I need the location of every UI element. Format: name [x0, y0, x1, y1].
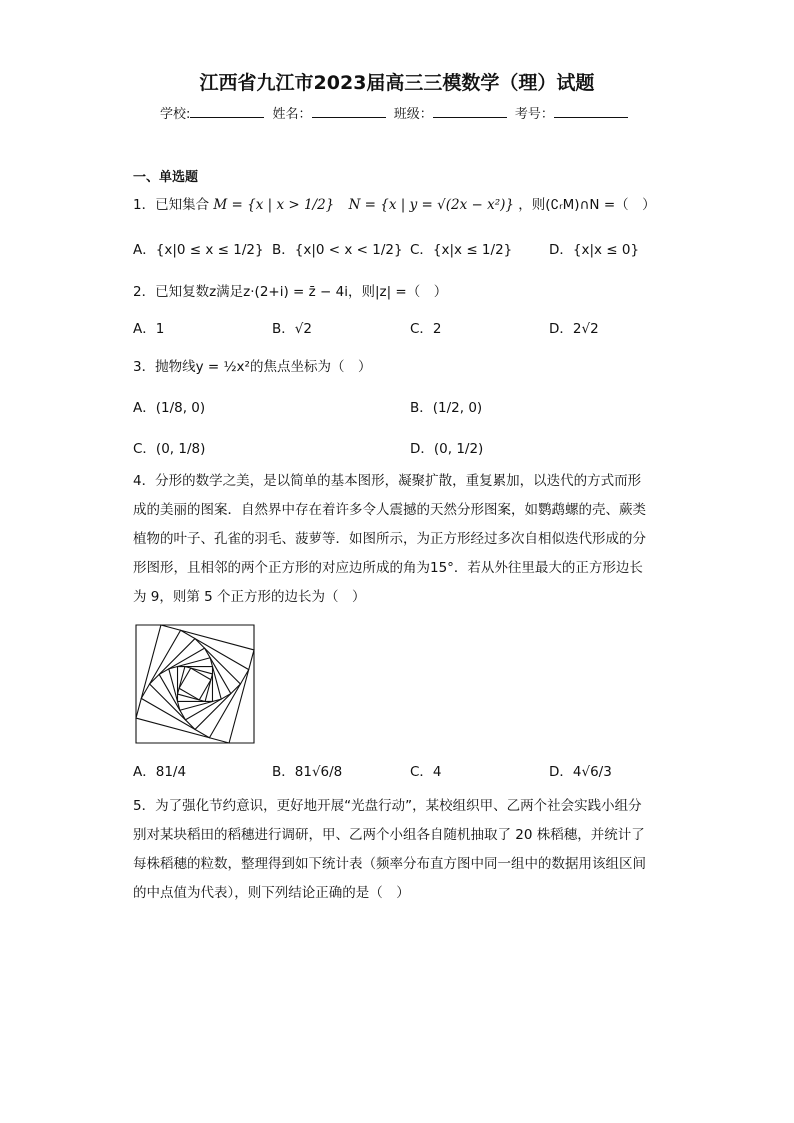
- q4-line-2: 成的美丽的图案．自然界中存在着许多令人震撼的天然分形图案，如鹦鹉螺的壳、蕨类: [133, 502, 646, 518]
- square-7: [178, 667, 213, 702]
- q2-option-c[interactable]: C．2: [410, 321, 442, 337]
- square-4: [150, 639, 241, 730]
- class-label: 班级：: [393, 107, 433, 122]
- question-5-stem: [133, 792, 661, 908]
- nested-rotated-squares-figure: [133, 623, 257, 745]
- q5-line-1: 5．为了强化节约意识，更好地开展“光盘行动”，某校组织甲、乙两个社会实践小组分: [133, 798, 642, 814]
- q1-option-d[interactable]: D．{x|x ≤ 0}: [549, 242, 640, 258]
- square-6: [169, 658, 221, 710]
- section-heading: 一、单选题: [133, 170, 199, 185]
- q2-option-d[interactable]: D．2√2: [549, 321, 599, 337]
- q1-set-m: M = {x | x > 1/2}: [213, 197, 335, 213]
- question-4-stem: [133, 467, 661, 612]
- exam-no-label: 考号：: [514, 107, 554, 122]
- q1-prefix: 1．已知集合: [133, 197, 210, 213]
- q1-option-c[interactable]: C．{x|x ≤ 1/2}: [410, 242, 513, 258]
- square-8: [178, 667, 213, 702]
- q1-option-b[interactable]: B．{x|0 < x < 1/2}: [272, 242, 403, 258]
- square-3: [141, 630, 248, 737]
- school-label: 学校:: [160, 107, 191, 122]
- q4-line-4: 形图形，且相邻的两个正方形的对应边所成的角为15°．若从外往里最大的正方形边长: [133, 560, 643, 576]
- q2-option-b[interactable]: B．√2: [272, 321, 312, 337]
- class-blank: [433, 105, 507, 118]
- square-1: [136, 625, 254, 743]
- student-info-line: [160, 103, 632, 122]
- q2-option-a[interactable]: A．1: [133, 321, 165, 337]
- q1-ask: ，则(∁ᵣM)∩N =（ ）: [518, 197, 656, 213]
- exam-no-blank: [554, 105, 628, 118]
- q3-option-c[interactable]: C．(0, 1/8): [133, 441, 206, 457]
- q5-line-2: 别对某块稻田的稻穗进行调研，甲、乙两个小组各自随机抽取了 20 株稻穗，并统计了: [133, 827, 645, 843]
- square-9: [179, 668, 211, 700]
- q3-option-d[interactable]: D．(0, 1/2): [410, 441, 484, 457]
- q4-option-a[interactable]: A．81/4: [133, 764, 187, 780]
- question-3-stem: 3．抛物线y = ½x²的焦点坐标为（ ）: [133, 359, 372, 375]
- q4-line-5: 为 9，则第 5 个正方形的边长为（ ）: [133, 589, 366, 605]
- q4-option-c[interactable]: C．4: [410, 764, 442, 780]
- q4-line-3: 植物的叶子、孔雀的羽毛、菠萝等．如图所示，为正方形经过多次自相似迭代形成的分: [133, 531, 646, 547]
- q3-option-a[interactable]: A．(1/8, 0): [133, 400, 206, 416]
- q3-option-b[interactable]: B．(1/2, 0): [410, 400, 483, 416]
- name-blank: [312, 105, 386, 118]
- q1-set-n: N = {x | y = √(2x − x²)}: [348, 197, 514, 213]
- page-title: 江西省九江市2023届高三三模数学（理）试题: [199, 72, 595, 94]
- q1-option-a[interactable]: A．{x|0 ≤ x ≤ 1/2}: [133, 242, 264, 258]
- question-2-stem: 2．已知复数z满足z·(2+i) = z̄ − 4i，则|z| =（ ）: [133, 284, 448, 300]
- school-blank: [190, 105, 264, 118]
- q5-line-4: 的中点值为代表），则下列结论正确的是（ ）: [133, 885, 410, 901]
- q5-line-3: 每株稻穗的粒数，整理得到如下统计表（频率分布直方图中同一组中的数据用该组区间: [133, 856, 646, 872]
- name-label: 姓名：: [272, 107, 312, 122]
- q4-line-1: 4．分形的数学之美，是以简单的基本图形，凝聚扩散，重复累加，以迭代的方式而形: [133, 473, 642, 489]
- square-2: [136, 625, 254, 743]
- question-1-stem: [133, 193, 656, 213]
- square-5: [159, 648, 231, 720]
- q4-option-d[interactable]: D．4√6/3: [549, 764, 612, 780]
- q4-option-b[interactable]: B．81√6/8: [272, 764, 343, 780]
